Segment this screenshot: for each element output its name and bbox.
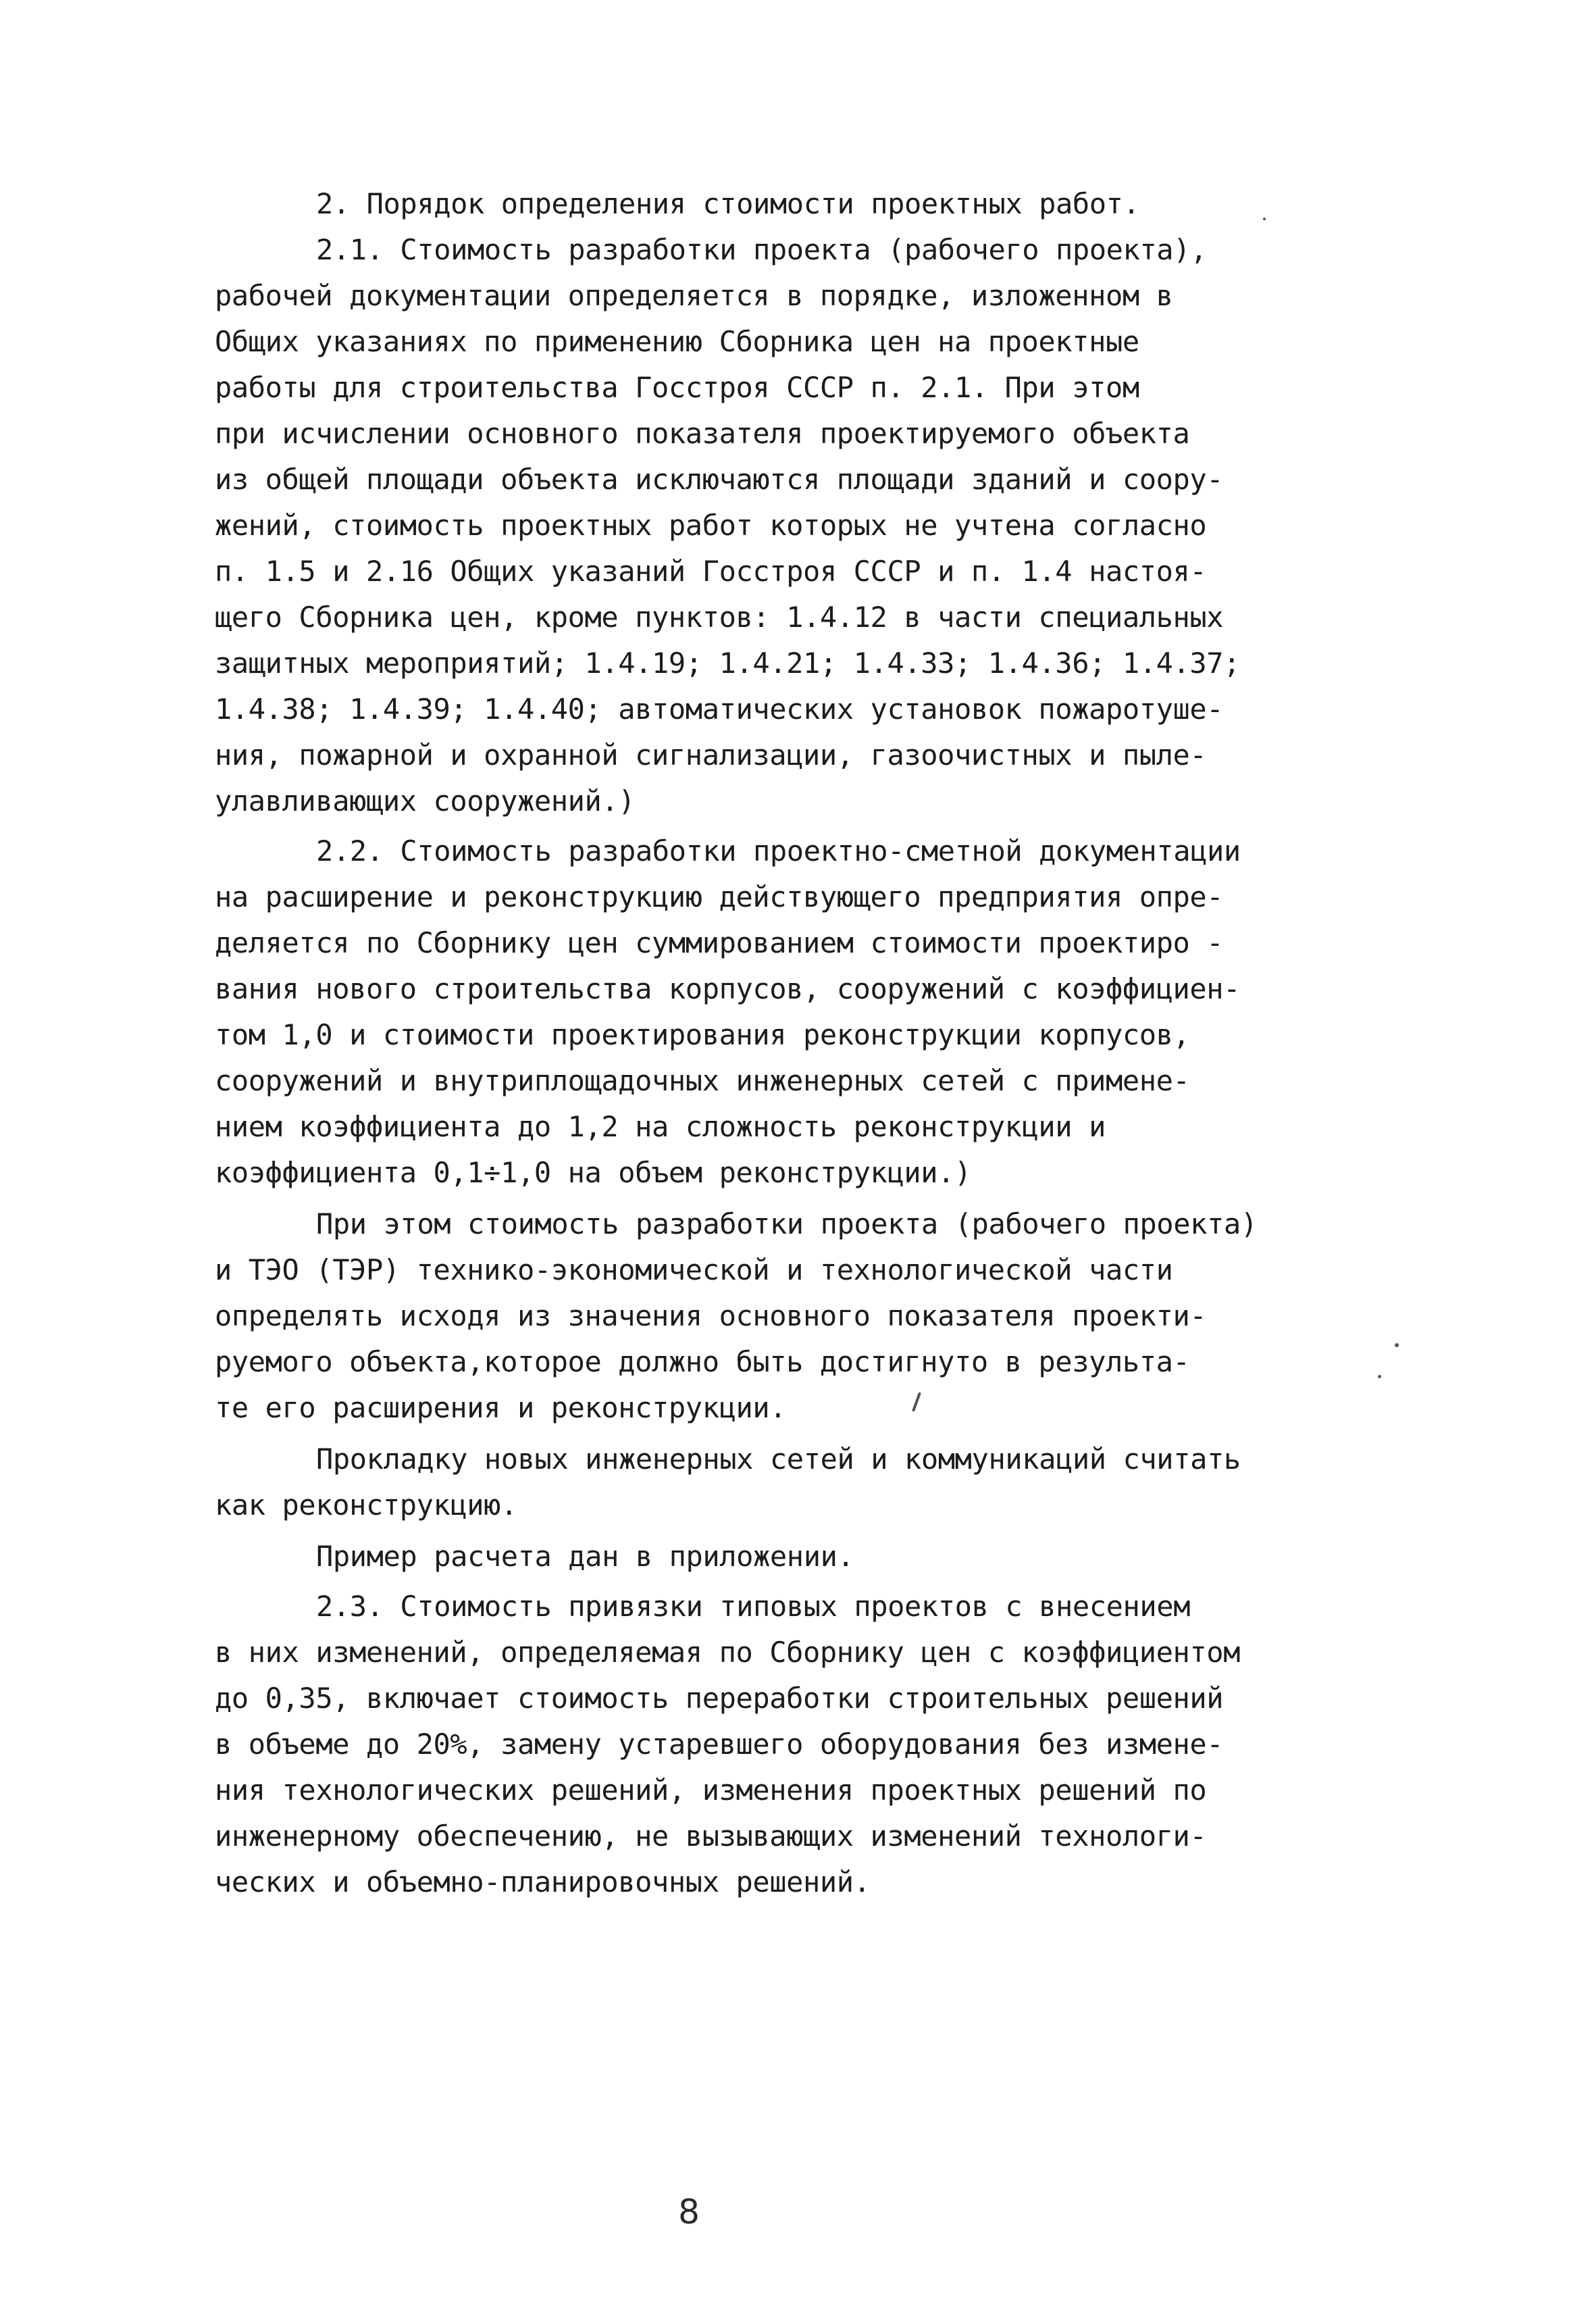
paragraph-2-1	[215, 227, 1404, 824]
text-line: и ТЭО (ТЭР) технико-экономической и технологической части	[215, 1253, 1173, 1286]
text-line: Прокладку новых инженерных сетей и коммуникаций считать	[316, 1442, 1241, 1476]
text-line: как реконструкцию.	[215, 1488, 517, 1521]
text-line: деляется по Сборнику цен суммированием стоимости проектиро -	[215, 926, 1224, 959]
text-line: определять исходя из значения основного показателя проекти-	[215, 1299, 1207, 1332]
text-line: вания нового строительства корпусов, сооружений с коэффициен-	[215, 972, 1241, 1005]
text-line: защитных мероприятий; 1.4.19; 1.4.21; 1.4.33; 1.4.36; 1.4.37;	[215, 647, 1241, 680]
text-line: 1.4.38; 1.4.39; 1.4.40; автоматических установок пожаротуше-	[215, 693, 1224, 726]
text-line: щего Сборника цен, кроме пунктов: 1.4.12 в части специальных	[215, 601, 1224, 634]
text-line: в объеме до 20%, замену устаревшего оборудования без измене-	[215, 1728, 1224, 1761]
paragraph-new-networks	[215, 1436, 1404, 1528]
scan-speck	[1263, 218, 1266, 220]
paragraph-note-expansion	[215, 1201, 1404, 1431]
text-line: до 0,35, включает стоимость переработки строительных решений	[215, 1682, 1224, 1715]
paragraph-example	[215, 1534, 1404, 1580]
text-line: сооружений и внутриплощадочных инженерных сетей с примене-	[215, 1064, 1190, 1097]
text-line: ния, пожарной и охранной сигнализации, газоочистных и пыле-	[215, 738, 1207, 772]
text-line: жений, стоимость проектных работ которых не учтена согласно	[215, 509, 1207, 542]
text-line: ческих и объемно-планировочных решений.	[215, 1865, 871, 1898]
text-line: 2.2. Стоимость разработки проектно-сметной документации	[316, 834, 1241, 867]
text-line: Пример расчета дан в приложении.	[316, 1540, 854, 1573]
text-line: Общих указаниях по применению Сборника цен на проектные	[215, 325, 1139, 358]
text-line: ния технологических решений, изменения проектных решений по	[215, 1774, 1207, 1807]
scan-speck	[1378, 1375, 1381, 1378]
paragraph-2-3	[215, 1584, 1404, 1905]
text-line: при исчислении основного показателя проектируемого объекта	[215, 417, 1190, 450]
text-line: рабочей документации определяется в порядке, изложенном в	[215, 279, 1173, 312]
text-line: в них изменений, определяемая по Сборнику цен с коэффициентом	[215, 1636, 1241, 1669]
text-line: 2.1. Стоимость разработки проекта (рабочего проекта),	[316, 233, 1207, 266]
section-heading: 2. Порядок определения стоимости проектных работ.	[316, 187, 1140, 220]
text-line: том 1,0 и стоимости проектирования реконструкции корпусов,	[215, 1018, 1190, 1051]
text-line: те его расширения и реконструкции.	[215, 1391, 787, 1424]
text-line: коэффициента 0,1÷1,0 на объем реконструкции.)	[215, 1156, 971, 1189]
text-line: на расширение и реконструкцию действующего предприятия опре-	[215, 880, 1224, 913]
scan-speck	[1395, 1343, 1399, 1347]
text-line: 2.3. Стоимость привязки типовых проектов с внесением	[316, 1590, 1191, 1623]
text-line: руемого объекта,которое должно быть достигнуто в результа-	[215, 1345, 1190, 1378]
text-line: п. 1.5 и 2.16 Общих указаний Госстроя СССР и п. 1.4 настоя-	[215, 555, 1207, 588]
text-line: из общей площади объекта исключаются площади зданий и соору-	[215, 463, 1224, 496]
text-line: работы для строительства Госстроя СССР п. 2.1. При этом	[215, 371, 1139, 404]
text-line: При этом стоимость разработки проекта (рабочего проекта)	[316, 1207, 1258, 1240]
text-line: улавливающих сооружений.)	[215, 784, 636, 818]
text-line: инженерному обеспечению, не вызывающих изменений технологи-	[215, 1819, 1207, 1853]
document-body	[215, 181, 1404, 1905]
text-line: нием коэффициента до 1,2 на сложность реконструкции и	[215, 1110, 1106, 1143]
paragraph-2-2	[215, 828, 1404, 1196]
page-number: 8	[678, 2192, 700, 2232]
